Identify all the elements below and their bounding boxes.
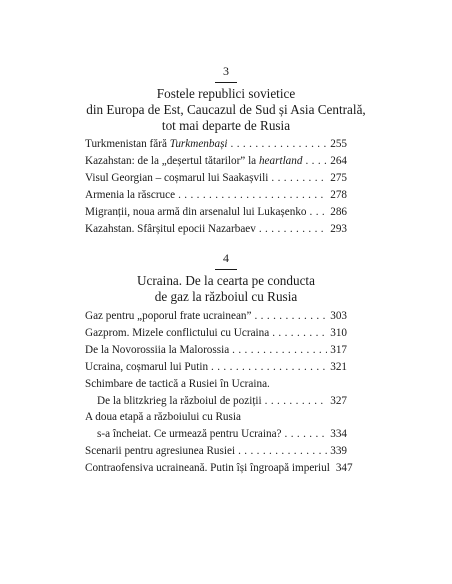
toc-entry[interactable] <box>85 221 347 238</box>
toc-entry[interactable] <box>85 136 347 153</box>
toc-entry-multiline[interactable] <box>85 376 347 410</box>
toc-entry-page: 327 <box>330 394 347 407</box>
toc-entry-page: 317 <box>330 343 347 356</box>
toc-entry-title-line-2: De la blitzkrieg la războiul de poziții <box>97 394 262 407</box>
toc-entry-title: Scenarii pentru agresiunea Rusiei <box>85 445 236 458</box>
toc-entry-title: Gaz pentru „poporul frate ucrainean” <box>85 310 252 322</box>
dot-leader <box>232 342 327 359</box>
section-4-title-line-1: Ucraina. De la cearta pe conducta <box>137 273 315 288</box>
toc-entry-title-line-1: Schimbare de tactică a Rusiei în Ucraina. <box>85 377 270 390</box>
toc-entry-title: Visul Georgian – coșmarul lui Saakașvili <box>85 171 269 184</box>
toc-entry-title-em: heartland <box>258 154 303 167</box>
toc-entry-page: 310 <box>330 326 347 339</box>
dot-leader <box>231 136 328 153</box>
toc-entry-title: Ucraina, coșmarul lui Putin <box>85 360 209 373</box>
section-3-title-line-3: tot mai departe de Rusia <box>161 118 291 134</box>
dot-leader <box>254 308 327 325</box>
toc-entry-title: Kazahstan. Sfârșitul epocii Nazarbaev <box>85 222 256 235</box>
toc-entry-page: 255 <box>330 138 347 150</box>
toc-entry-title: Migranții, noua armă din arsenalul lui Lukașenko <box>85 205 307 218</box>
dot-leader <box>305 153 327 170</box>
dot-leader <box>310 204 328 221</box>
toc-entry-page: 278 <box>330 188 347 201</box>
toc-entry-title: De la Novorossiia la Malorossia <box>85 343 230 356</box>
toc-entry[interactable] <box>85 443 347 460</box>
toc-entry[interactable] <box>85 342 347 359</box>
section-4-number: 4 <box>223 251 229 265</box>
toc-entry[interactable] <box>85 204 347 221</box>
toc-entry-title: Kazahstan: de la „deșertul tătarilor” la <box>85 154 259 167</box>
toc-entry-title-em: Turkmenbași <box>169 138 228 150</box>
section-4-rule <box>215 269 237 270</box>
dot-leader <box>265 393 328 410</box>
toc-entry-title: Contraofensiva ucraineană. Putin își îngroapă imperiul <box>85 462 330 475</box>
dot-leader <box>285 426 328 443</box>
toc-entry[interactable] <box>85 170 347 187</box>
toc-entry-title-line-2: s-a încheiat. Ce urmează pentru Ucraina? <box>97 428 282 441</box>
toc-entry-page: 286 <box>330 205 347 218</box>
section-4-toc <box>85 308 353 477</box>
section-3-title-line-1: Fostele republici sovietice <box>156 86 296 101</box>
toc-entry-page: 334 <box>330 428 347 441</box>
toc-entry-page: 303 <box>330 310 347 322</box>
toc-entry[interactable] <box>85 325 347 342</box>
dot-leader <box>271 170 327 187</box>
toc-entry-page: 264 <box>330 154 347 167</box>
toc-entry[interactable] <box>85 359 347 376</box>
section-3-number: 3 <box>223 64 229 78</box>
toc-entry-title-line-1: A doua etapă a războiului cu Rusia <box>85 411 241 424</box>
section-4-title <box>0 273 452 305</box>
section-4-title-line-2: de gaz la războiul cu Rusia <box>154 289 298 305</box>
section-3-rule <box>215 82 237 83</box>
toc-entry-title: Armenia la răscruce <box>85 188 176 201</box>
dot-leader <box>211 359 327 376</box>
section-3-title <box>0 86 452 135</box>
toc-entry[interactable] <box>85 460 353 477</box>
toc-entry-page: 339 <box>330 445 347 458</box>
dot-leader <box>259 221 327 238</box>
section-3-toc <box>85 136 347 237</box>
dot-leader <box>178 187 327 204</box>
toc-entry-title: Turkmenistan fără <box>85 138 170 150</box>
toc-entry[interactable] <box>85 153 347 170</box>
section-3-title-line-2: din Europa de Est, Caucazul de Sud și Asia Centrală, <box>86 102 366 118</box>
toc-entry[interactable] <box>85 308 347 325</box>
toc-entry-page: 293 <box>330 222 347 235</box>
toc-entry-page: 321 <box>330 360 347 373</box>
dot-leader <box>272 325 327 342</box>
toc-entry-multiline[interactable] <box>85 409 347 443</box>
toc-entry-title: Gazprom. Mizele conflictului cu Ucraina <box>85 326 270 339</box>
dot-leader <box>238 443 327 460</box>
toc-entry[interactable] <box>85 187 347 204</box>
toc-entry-page: 275 <box>330 171 347 184</box>
toc-entry-page: 347 <box>335 462 353 475</box>
